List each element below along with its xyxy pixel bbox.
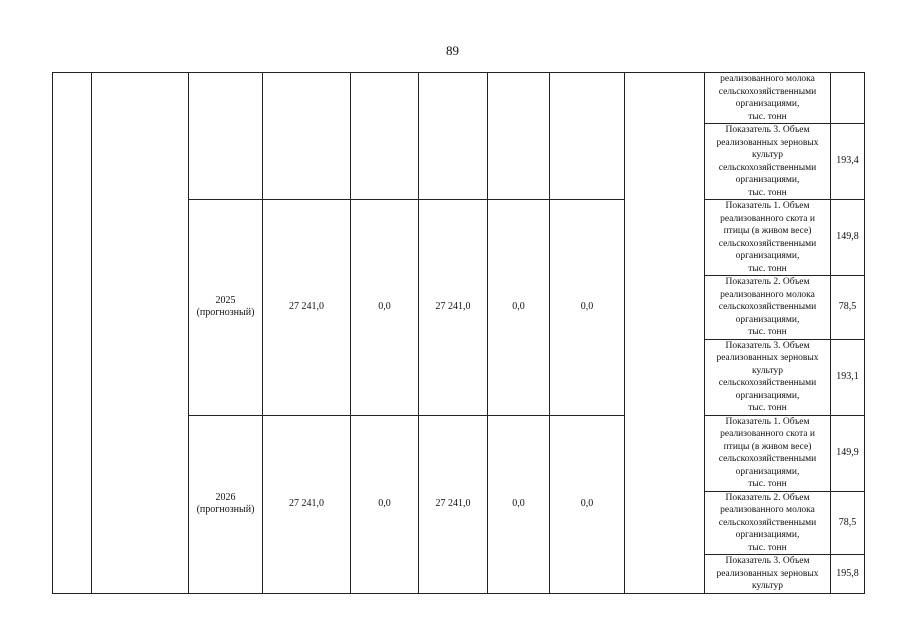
year-cell [189, 73, 263, 200]
indicator-text: Показатель 2. Объем реализованного молока сельскохозяйственными организациями, тыс. тонн [705, 276, 831, 340]
col-number-cell [53, 73, 92, 594]
value-federal: 0,0 [351, 200, 419, 416]
indicator-value: 195,8 [831, 555, 865, 594]
indicator-text: Показатель 2. Объем реализованного молока сельскохозяйственными организациями, тыс. тонн [705, 491, 831, 555]
budget-indicators-table [52, 72, 865, 594]
indicator-text: Показатель 3. Объем реализованных зерновых культур сельскохозяйственными организациями, тыс. тонн [705, 339, 831, 415]
year-note: (прогнозный) [196, 504, 255, 515]
col-name-cell [92, 73, 189, 594]
value-other [550, 73, 625, 200]
indicator-text: Показатель 3. Объем реализованных зерновых культур сельскохозяйственными организациями, тыс. тонн [705, 124, 831, 200]
value-total: 27 241,0 [263, 200, 351, 416]
year-label: 2025 [215, 294, 236, 306]
indicator-value [831, 73, 865, 124]
indicator-text: Показатель 3. Объем реализованных зерновых культур [705, 555, 831, 594]
indicator-text: реализованного молока сельскохозяйственными организациями, тыс. тонн [705, 73, 831, 124]
value-local: 0,0 [488, 415, 550, 593]
value-local [488, 73, 550, 200]
value-regional: 27 241,0 [419, 415, 488, 593]
indicator-value: 78,5 [831, 276, 865, 340]
indicator-value: 193,4 [831, 124, 865, 200]
year-cell [189, 200, 263, 416]
indicator-text: Показатель 1. Объем реализованного скота и птицы (в живом весе) сельскохозяйственными организациями, тыс. тонн [705, 200, 831, 276]
indicator-value: 149,9 [831, 415, 865, 491]
value-other: 0,0 [550, 200, 625, 416]
indicator-value: 149,8 [831, 200, 865, 276]
indicator-text: Показатель 1. Объем реализованного скота и птицы (в живом весе) сельскохозяйственными организациями, тыс. тонн [705, 415, 831, 491]
value-regional: 27 241,0 [419, 200, 488, 416]
responsible-cell [625, 73, 705, 594]
value-total: 27 241,0 [263, 415, 351, 593]
indicator-value: 193,1 [831, 339, 865, 415]
value-total [263, 73, 351, 200]
value-local: 0,0 [488, 200, 550, 416]
indicator-value: 78,5 [831, 491, 865, 555]
year-cell [189, 415, 263, 593]
page-number: 89 [446, 43, 459, 58]
value-federal [351, 73, 419, 200]
value-other: 0,0 [550, 415, 625, 593]
year-note: (прогнозный) [196, 307, 255, 319]
year-label: 2026 [215, 491, 236, 503]
value-federal: 0,0 [351, 415, 419, 593]
value-regional [419, 73, 488, 200]
